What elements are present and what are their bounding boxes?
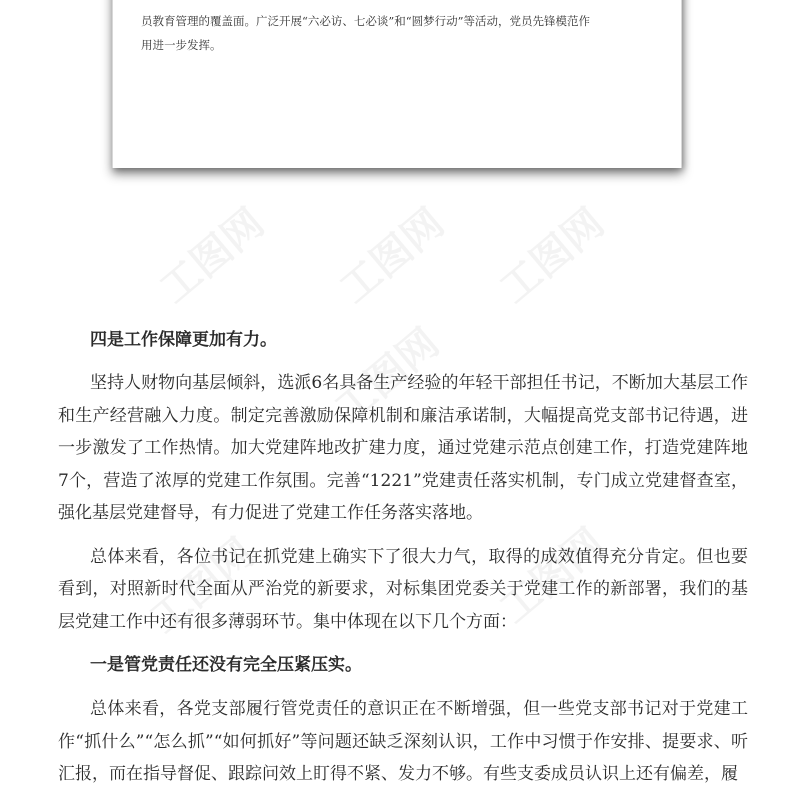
card-line: 用进一步发挥。 <box>141 38 222 52</box>
watermark: 工图网 <box>491 199 613 313</box>
watermark: 工图网 <box>331 199 453 313</box>
watermark: 工图网 <box>491 519 613 633</box>
document-card <box>112 0 682 168</box>
section-paragraph: 坚持人财物向基层倾斜，选派6名具备生产经验的年轻干部担任书记，不断加大基层工作和生产经营融入力度。制定完善激励保障机制和廉洁承诺制，大幅提高党支部书记待遇，进一步激发了工作热情。加大党建阵地改扩建力度，通过党建示范点创建工作，打造党建阵地7个，营造了浓厚的党建工作氛围。完善“1221”党建责任落实机制，专门成立党建督查室，强化基层党建督导，有力促进了党建工作任务落实落地。 <box>58 373 748 523</box>
watermark: 工图网 <box>151 199 273 313</box>
document-body <box>58 325 748 791</box>
section-heading: 一是管党责任还没有完全压紧压实。 <box>90 655 362 675</box>
watermark: 工图网 <box>141 529 263 643</box>
section-heading: 四是工作保障更加有力。 <box>90 330 277 350</box>
summary-paragraph: 总体来看，各位书记在抓党建上确实下了很大力气，取得的成效值得充分肯定。但也要看到，对照新时代全面从严治党的新要求，对标集团党委关于党建工作的新部署，我们的基层党建工作中还有很多薄弱环节。集中体现在以下几个方面： <box>58 546 748 632</box>
card-text <box>141 9 661 57</box>
section-paragraph: 总体来看，各党支部履行管党责任的意识正在不断增强，但一些党支部书记对于党建工作“抓什么”“怎么抓”“如何抓好”等问题还缺乏深刻认识，工作中习惯于作安排、提要求、听汇报，而在指导督促、跟踪问效上盯得不紧、发力不够。有些支委成员认识上还有偏差，履 <box>58 699 748 784</box>
watermark: 工图网 <box>326 319 448 433</box>
card-line: 员教育管理的覆盖面。广泛开展“六必访、七必谈”和“圆梦行动”等活动，党员先锋模范作 <box>141 14 591 28</box>
